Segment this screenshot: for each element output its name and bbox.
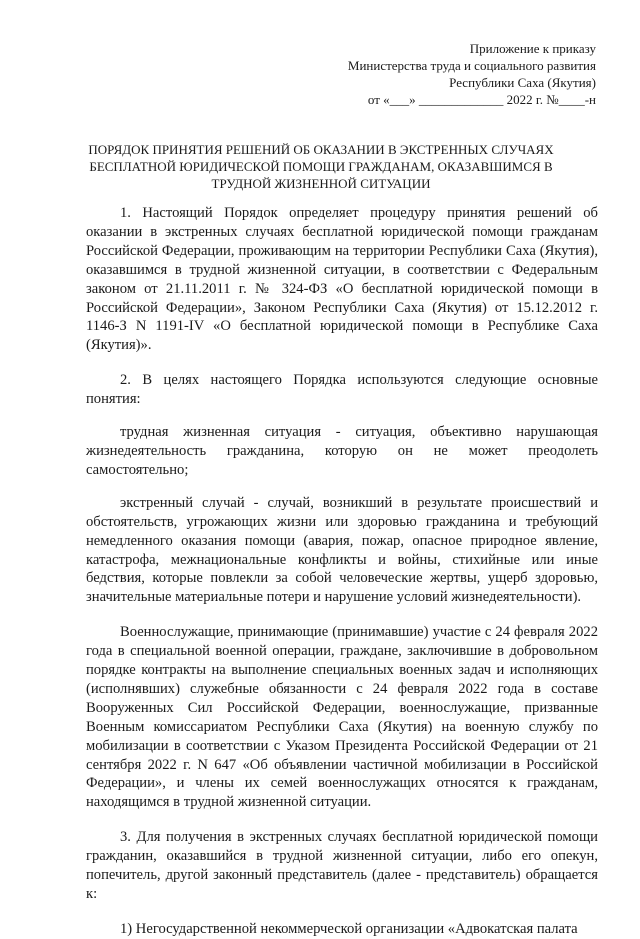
document-title: ПОРЯДОК ПРИНЯТИЯ РЕШЕНИЙ ОБ ОКАЗАНИИ В ЭКСТРЕННЫХ СЛУЧАЯХ БЕСПЛАТНОЙ ЮРИДИЧЕСКОЙ ПОМОЩИ ГРАЖДАНАМ, ОКАЗАВШИМСЯ В ТРУДНОЙ ЖИЗНЕННОЙ СИТУАЦИИ (88, 142, 554, 191)
order-appendix-header (348, 40, 596, 108)
header-line-date-number: от «___» _____________ 2022 г. №____-н (367, 92, 596, 107)
paragraph-definition-hardship: трудная жизненная ситуация - ситуация, объективно нарушающая жизнедеятельность гражданина, которую он не может преодолеть самостоятельно; (86, 424, 598, 478)
document-body (86, 204, 598, 939)
paragraph-2: 2. В целях настоящего Порядка используются следующие основные понятия: (86, 372, 598, 408)
paragraph-3: 3. Для получения в экстренных случаях бесплатной юридической помощи гражданин, оказавшийся в трудной жизненной ситуации, либо его опекун, попечитель, другой законный представитель (далее - представитель) обращается к: (86, 829, 598, 902)
header-line-appendix: Приложение к приказу (469, 41, 596, 56)
header-line-ministry: Министерства труда и социального развития (347, 58, 596, 73)
paragraph-3-item-1: 1) Негосударственной некоммерческой организации «Адвокатская палата (120, 920, 578, 937)
paragraph-military: Военнослужащие, принимающие (принимавшие) участие с 24 февраля 2022 года в специальной военной операции, граждане, заключившие в добровольном порядке контракты на выполнение специальных военных задач и исполняющих (исполнявших) служебные обязанности с 24 февраля 2022 года в составе Вооруженных Сил Российской Федерации, военнослужащие, призванные Военным комиссариатом Республики Саха (Якутия) на военную службу по мобилизации в соответствии с Указом Президента Российской Федерации от 21 сентября 2022 г. N 647 «Об объявлении частичной мобилизации в Российской Федерации», и члены их семей военнослужащих относятся к гражданам, находящимся в трудной жизненной ситуации. (86, 624, 598, 811)
paragraph-1: 1. Настоящий Порядок определяет процедуру принятия решений об оказании в экстренных случаях бесплатной юридической помощи гражданам Российской Федерации, проживающим на территории Республики Саха (Якутия), оказавшимся в трудной жизненной ситуации, в соответствии с Федеральным законом от 21.11.2011 г. № 324-ФЗ «О бесплатной юридической помощи в Российской Федерации», Законом Республики Саха (Якутия) от 15.12.2012 г. 1146-З N 1191-IV «О бесплатной юридической помощи в Республике Саха (Якутия)». (86, 205, 598, 354)
header-line-republic: Республики Саха (Якутия) (449, 75, 596, 90)
paragraph-definition-emergency: экстренный случай - случай, возникший в результате происшествий и обстоятельств, угрожающих жизни или здоровью гражданина и требующий немедленного оказания помощи (авария, пожар, опасное природное явление, катастрофа, межнациональные конфликты и войны, стихийные или иные бедствия, которые повлекли за собой человеческие жертвы, ущерб здоровью, значительные материальные потери и нарушение условий жизнедеятельности). (86, 494, 598, 606)
